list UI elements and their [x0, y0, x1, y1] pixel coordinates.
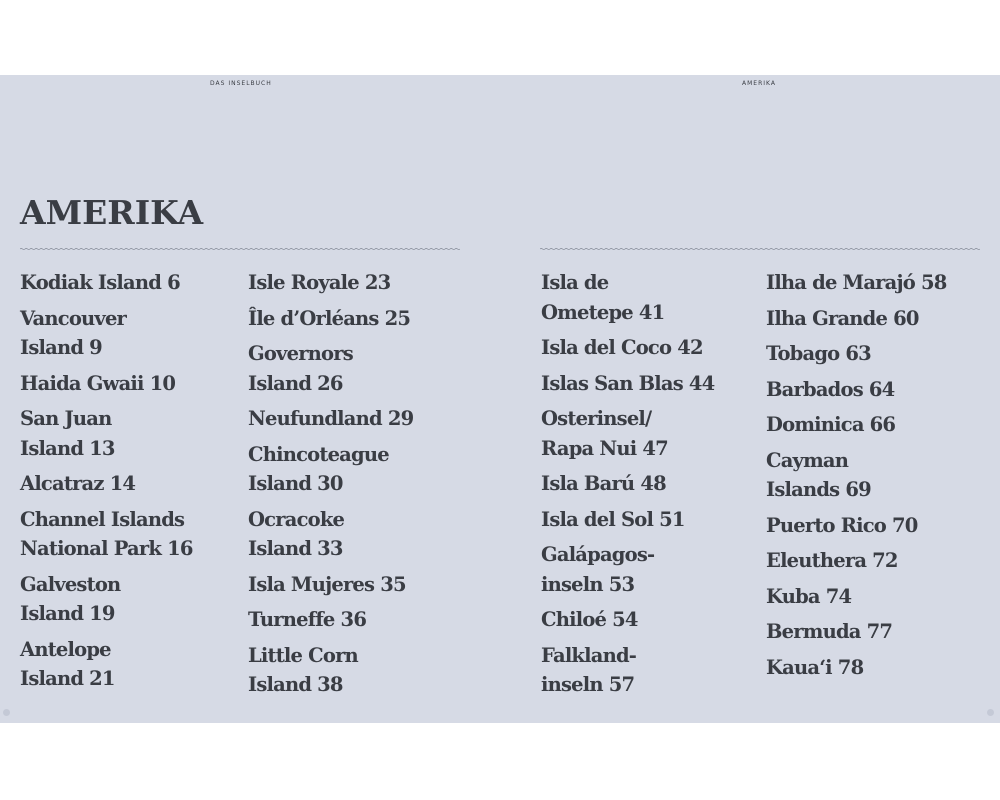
toc-entry-line — [766, 268, 996, 298]
toc-page-number: 35 — [380, 572, 406, 596]
toc-entry-line — [248, 404, 468, 434]
toc-page-number: 57 — [608, 673, 635, 696]
toc-entry — [541, 469, 763, 499]
toc-entry — [20, 404, 245, 463]
toc-entry-line — [20, 434, 245, 464]
wavy-divider-right — [540, 246, 980, 252]
toc-page-number: 42 — [677, 336, 703, 359]
toc-page-number: 64 — [868, 377, 895, 401]
toc-entry-title: Vancouver — [20, 306, 127, 330]
toc-entry-line — [766, 446, 996, 476]
toc-entry — [766, 446, 996, 505]
toc-entry-line — [248, 570, 468, 600]
toc-entry-title: Rapa Nui — [541, 436, 637, 460]
toc-entry-line — [248, 339, 468, 369]
toc-entry-line — [541, 298, 763, 328]
toc-entry-line — [766, 511, 996, 541]
toc-page-number: 26 — [317, 371, 343, 395]
toc-entry-title: Osterinsel/ — [541, 407, 652, 430]
running-head-left: DAS INSELBUCH — [210, 80, 272, 87]
toc-entry-title: Neufundland — [248, 407, 382, 430]
toc-column-1 — [20, 268, 245, 700]
toc-entry-line — [766, 582, 996, 612]
toc-entry-title: Chiloé — [541, 608, 607, 631]
toc-entry-line — [20, 333, 245, 363]
toc-entry-line — [541, 469, 763, 499]
toc-entry — [541, 369, 763, 399]
toc-entry — [766, 304, 996, 334]
toc-entry — [766, 410, 996, 440]
toc-entry-title: Île d’Orléans — [248, 306, 379, 330]
toc-entry-line — [248, 505, 468, 535]
toc-page-number: 19 — [89, 602, 115, 625]
toc-page-number: 78 — [837, 655, 864, 679]
toc-entry-line — [541, 540, 763, 570]
toc-page-number: 69 — [845, 478, 871, 501]
toc-entry-title: Isle Royale — [248, 271, 359, 294]
toc-entry-line — [766, 304, 996, 334]
toc-page-number: 63 — [845, 342, 871, 365]
toc-entry — [541, 641, 763, 700]
toc-entry — [766, 268, 996, 298]
toc-column-2 — [248, 268, 468, 706]
toc-entry-title: Island — [248, 537, 312, 560]
toc-page-number: 9 — [89, 336, 102, 359]
running-head-right: AMERIKA — [742, 80, 776, 87]
toc-entry-title: Isla Mujeres — [248, 572, 375, 596]
toc-entry — [541, 268, 763, 327]
toc-entry — [541, 605, 763, 635]
toc-page-number: 33 — [317, 537, 343, 560]
toc-entry-line — [20, 469, 245, 499]
toc-entry-line — [541, 333, 763, 363]
toc-entry-title: Falkland- — [541, 643, 637, 667]
toc-entry-line — [541, 641, 763, 671]
toc-entry-line — [248, 369, 468, 399]
toc-entry-line — [248, 440, 468, 470]
toc-entry-title: Island — [248, 371, 312, 395]
toc-page-number: 23 — [364, 271, 391, 294]
toc-entry-title: Kaua‘i — [766, 655, 832, 679]
toc-page-number: 29 — [387, 407, 414, 430]
toc-entry — [541, 540, 763, 599]
toc-page-number: 14 — [109, 472, 136, 495]
toc-entry-line — [766, 546, 996, 576]
toc-entry-line — [20, 268, 245, 298]
toc-entry-line — [766, 410, 996, 440]
toc-entry — [20, 304, 245, 363]
toc-entry — [766, 339, 996, 369]
toc-column-3 — [541, 268, 763, 706]
toc-entry — [20, 570, 245, 629]
toc-page-number: 13 — [89, 436, 115, 460]
toc-entry-title: Puerto Rico — [766, 513, 887, 537]
toc-entry — [248, 304, 468, 334]
toc-entry-title: Island — [20, 602, 84, 625]
toc-entry-line — [541, 570, 763, 600]
toc-entry-line — [248, 605, 468, 635]
toc-entry-title: Islas San Blas — [541, 371, 683, 395]
toc-entry — [248, 404, 468, 434]
toc-entry-line — [541, 670, 763, 700]
toc-entry-title: Ometepe — [541, 300, 633, 324]
toc-entry-title: Turneffe — [248, 608, 335, 631]
toc-entry-line — [766, 617, 996, 647]
toc-page-number: 44 — [688, 371, 715, 395]
toc-page-number: 48 — [640, 472, 666, 495]
toc-entry-title: Dominica — [766, 413, 864, 436]
toc-page-number: 16 — [167, 537, 193, 560]
toc-entry-title: Islands — [766, 478, 840, 501]
toc-entry-line — [766, 653, 996, 683]
toc-page-number: 38 — [317, 673, 343, 696]
toc-entry — [248, 605, 468, 635]
toc-entry — [766, 582, 996, 612]
toc-entry-line — [248, 268, 468, 298]
toc-page-number: 41 — [638, 300, 665, 324]
toc-entry-title: inseln — [541, 572, 603, 596]
toc-entry — [248, 339, 468, 398]
toc-entry-title: Haida Gwaii — [20, 371, 144, 395]
book-spread — [0, 75, 1000, 723]
toc-entry-title: Channel Islands — [20, 507, 185, 531]
toc-entry-title: Governors — [248, 342, 353, 365]
section-title: AMERIKA — [20, 193, 204, 232]
toc-entry-line — [766, 375, 996, 405]
toc-entry — [766, 617, 996, 647]
toc-entry-title: Eleuthera — [766, 549, 867, 572]
toc-page-number: 66 — [869, 413, 896, 436]
toc-entry-line — [541, 404, 763, 434]
toc-page-number: 25 — [384, 306, 411, 330]
toc-entry-line — [541, 434, 763, 464]
toc-entry-title: Kodiak Island — [20, 271, 162, 294]
toc-entry-line — [248, 641, 468, 671]
toc-entry — [20, 268, 245, 298]
toc-entry-title: Kuba — [766, 584, 820, 608]
toc-entry — [20, 469, 245, 499]
toc-entry-line — [248, 469, 468, 499]
toc-entry-line — [20, 570, 245, 600]
toc-entry-title: Chincoteague — [248, 442, 389, 466]
page-marker-left — [3, 709, 10, 716]
toc-entry-line — [248, 670, 468, 700]
toc-page-number: 60 — [893, 306, 919, 330]
toc-entry — [541, 333, 763, 363]
toc-entry — [248, 641, 468, 700]
wavy-divider-left — [20, 246, 460, 252]
toc-entry-title: Tobago — [766, 342, 840, 365]
toc-entry-line — [20, 599, 245, 629]
toc-page-number: 51 — [659, 507, 685, 531]
toc-page-number: 10 — [149, 371, 176, 395]
toc-page-number: 54 — [612, 608, 638, 631]
toc-page-number: 21 — [89, 667, 115, 690]
toc-entry — [766, 653, 996, 683]
toc-entry — [248, 570, 468, 600]
toc-entry-line — [541, 268, 763, 298]
toc-entry-line — [541, 505, 763, 535]
toc-entry-title: Alcatraz — [20, 472, 104, 495]
toc-entry — [248, 440, 468, 499]
toc-entry-line — [20, 635, 245, 665]
toc-page-number: 53 — [608, 572, 635, 596]
page-marker-right — [987, 709, 994, 716]
toc-entry-title: San Juan — [20, 407, 112, 430]
toc-entry-line — [248, 304, 468, 334]
toc-entry-line — [20, 534, 245, 564]
toc-entry-line — [20, 369, 245, 399]
toc-entry-line — [541, 605, 763, 635]
toc-entry-title: Island — [20, 667, 84, 690]
toc-entry-title: Island — [20, 436, 84, 460]
toc-entry-title: Galápagos- — [541, 543, 655, 566]
toc-column-4 — [766, 268, 996, 688]
toc-entry-title: Island — [248, 673, 312, 696]
toc-entry-title: Ocracoke — [248, 507, 345, 531]
toc-entry-title: Ilha Grande — [766, 306, 888, 330]
toc-page-number: 47 — [642, 436, 668, 460]
toc-entry-title: inseln — [541, 673, 603, 696]
toc-entry-line — [20, 304, 245, 334]
toc-entry — [541, 505, 763, 535]
toc-entry-line — [20, 404, 245, 434]
toc-entry — [20, 635, 245, 694]
toc-entry-line — [541, 369, 763, 399]
toc-entry — [20, 369, 245, 399]
toc-page-number: 6 — [167, 271, 180, 294]
toc-entry — [20, 505, 245, 564]
toc-entry-line — [766, 475, 996, 505]
toc-entry-title: Island — [248, 472, 312, 495]
toc-page-number: 74 — [825, 584, 852, 608]
toc-entry-line — [20, 664, 245, 694]
toc-entry-title: Cayman — [766, 448, 849, 472]
toc-entry — [541, 404, 763, 463]
toc-entry-title: Barbados — [766, 377, 863, 401]
toc-page-number: 70 — [892, 513, 918, 537]
toc-entry-title: Antelope — [20, 637, 111, 661]
toc-entry-title: Little Corn — [248, 643, 358, 667]
toc-entry-title: Galveston — [20, 572, 121, 596]
toc-entry-line — [766, 339, 996, 369]
toc-entry — [766, 511, 996, 541]
toc-entry-title: Ilha de Marajó — [766, 271, 915, 294]
toc-entry-title: National Park — [20, 537, 162, 560]
toc-entry-title: Island — [20, 336, 84, 359]
toc-page-number: 77 — [866, 620, 893, 643]
toc-entry-line — [20, 505, 245, 535]
toc-entry-title: Isla de — [541, 271, 609, 294]
toc-entry — [248, 268, 468, 298]
toc-page-number: 72 — [872, 549, 898, 572]
toc-entry-title: Bermuda — [766, 620, 861, 643]
toc-page-number: 36 — [340, 608, 367, 631]
toc-entry-title: Isla Barú — [541, 472, 635, 495]
toc-page-number: 30 — [317, 472, 343, 495]
toc-entry-line — [248, 534, 468, 564]
toc-entry — [766, 375, 996, 405]
toc-entry — [766, 546, 996, 576]
toc-entry-title: Isla del Coco — [541, 336, 672, 359]
toc-page-number: 58 — [920, 271, 947, 294]
toc-entry — [248, 505, 468, 564]
toc-entry-title: Isla del Sol — [541, 507, 654, 531]
